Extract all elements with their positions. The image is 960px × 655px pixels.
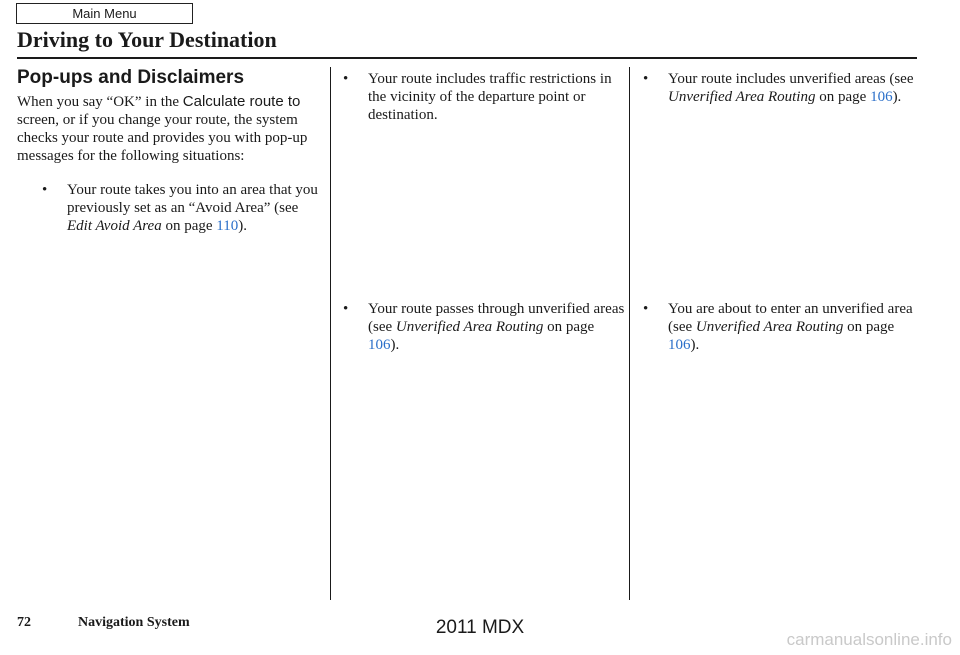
bullet-item-traffic-restrictions (343, 70, 623, 124)
bullet-text: Your route passes through unverified areas (see (368, 301, 625, 335)
bullet-text: ). (892, 89, 902, 105)
cross-reference: Unverified Area Routing (668, 89, 816, 105)
page-link-106[interactable]: 106 (668, 337, 691, 353)
footer-section-name: Navigation System (78, 615, 190, 630)
bullet-dot: • (343, 301, 349, 317)
footer-watermark: carmanualsonline.info (786, 630, 952, 649)
bullet-dot: • (343, 71, 349, 87)
bullet-item-avoid-area (42, 181, 322, 235)
intro-paragraph (17, 93, 317, 165)
footer-page-number: 72 (17, 615, 31, 630)
page-link-106[interactable]: 106 (368, 337, 391, 353)
bullet-dot: • (42, 182, 48, 198)
intro-text-1: When you say “OK” in the (17, 94, 183, 110)
bullet-item-includes-unverified (643, 70, 923, 106)
column-divider-2 (629, 67, 630, 600)
footer-model: 2011 MDX (435, 617, 525, 638)
bullet-text: Your route takes you into an area that you previously set as an “Avoid Area” (see (67, 182, 318, 216)
page-title: Driving to Your Destination (17, 27, 277, 52)
bullet-item-passes-unverified (343, 300, 628, 354)
screen-name: Calculate route to (182, 93, 301, 110)
main-menu-button[interactable]: Main Menu (16, 3, 193, 24)
cross-reference: Unverified Area Routing (395, 319, 544, 335)
intro-text-2: screen, or if you change your route, the system checks your route and provides you with pop-up messages for the following situations: (17, 112, 308, 164)
title-rule (17, 57, 917, 59)
bullet-text: on page (843, 319, 895, 335)
bullet-dot: • (643, 301, 649, 317)
bullet-text: on page (543, 319, 595, 335)
bullet-text: ). (390, 337, 400, 353)
cross-reference: Edit Avoid Area (67, 218, 162, 234)
bullet-text: ). (690, 337, 700, 353)
bullet-text: on page (161, 218, 217, 234)
bullet-dot: • (643, 71, 649, 87)
bullet-text: on page (815, 89, 871, 105)
bullet-text: Your route includes traffic restrictions in the vicinity of the departure point or destination. (368, 71, 612, 123)
page-link-106[interactable]: 106 (870, 89, 893, 105)
page-link-110[interactable]: 110 (216, 218, 239, 234)
bullet-item-enter-unverified (643, 300, 928, 354)
bullet-text: Your route includes unverified areas (see (668, 71, 914, 87)
bullet-text: You are about to enter an unverified area (see (668, 301, 913, 335)
bullet-text: ). (238, 218, 247, 234)
section-heading: Pop-ups and Disclaimers (17, 67, 245, 88)
cross-reference: Unverified Area Routing (695, 319, 844, 335)
column-divider-1 (330, 67, 331, 600)
